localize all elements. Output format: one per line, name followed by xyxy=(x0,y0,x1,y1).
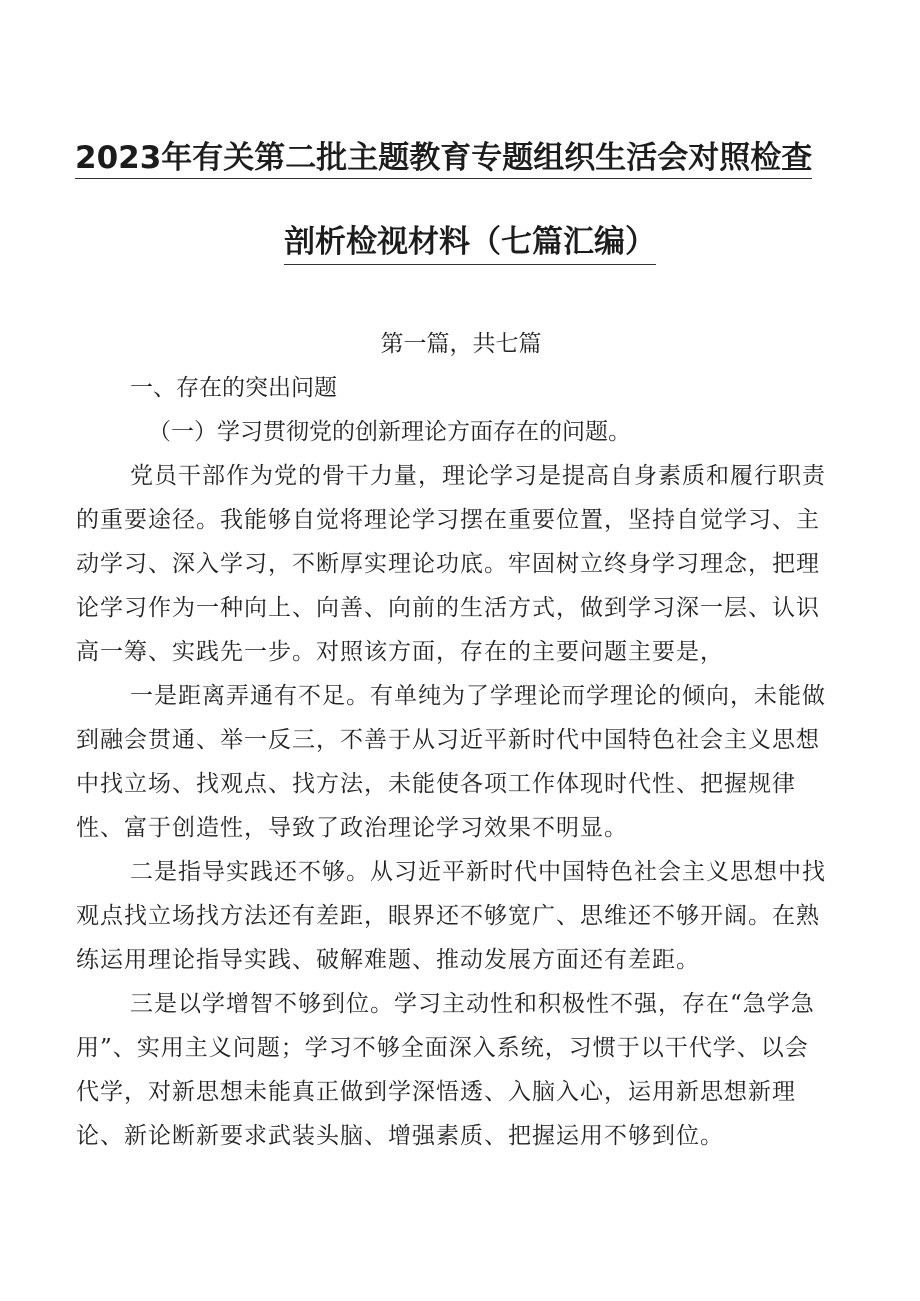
paragraph-line: 用”、实用主义问题；学习不够全面深入系统，习惯于以干代学、以会 xyxy=(76,1035,809,1061)
paragraph-line: 的重要途径。我能够自觉将理论学习摆在重要位置，坚持自觉学习、主 xyxy=(76,507,820,533)
heading-level1: 一、存在的突出问题 xyxy=(130,375,337,401)
body-paragraph xyxy=(76,454,846,674)
body-paragraph xyxy=(76,674,846,850)
document-title-line1: 2023年有关第二批主题教育专题组织生活会对照检查 xyxy=(0,138,920,178)
paragraph-line: 论、新论断新要求武装头脑、增强素质、把握运用不够到位。 xyxy=(76,1123,724,1149)
paragraph-line: 代学，对新思想未能真正做到学深悟透、入脑入心，运用新思想新理 xyxy=(76,1079,796,1105)
body-paragraph xyxy=(76,850,846,982)
body-paragraph xyxy=(76,982,846,1158)
paragraph-line: 论学习作为一种向上、向善、向前的生活方式，做到学习深一层、认识 xyxy=(76,595,820,621)
paragraph-line: 到融会贯通、举一反三，不善于从习近平新时代中国特色社会主义思想 xyxy=(76,727,820,753)
paragraph-line: 动学习、深入学习，不断厚实理论功底。牢固树立终身学习理念，把理 xyxy=(76,551,820,577)
heading-level2: （一）学习贯彻党的创新理论方面存在的问题。 xyxy=(148,419,631,445)
document-body xyxy=(76,322,846,1158)
paragraph-container xyxy=(76,454,846,1158)
paragraph-line: 二是指导实践还不够。从习近平新时代中国特色社会主义思想中找 xyxy=(130,859,826,885)
paragraph-line: 高一筹、实践先一步。对照该方面，存在的主要问题主要是， xyxy=(76,639,724,665)
paragraph-line: 中找立场、找观点、找方法，未能使各项工作体现时代性、把握规律 xyxy=(76,771,796,797)
paragraph-line: 观点找立场找方法还有差距，眼界还不够宽广、思维还不够开阔。在熟 xyxy=(76,903,820,929)
document-title-line2: 剖析检视材料（七篇汇编） xyxy=(0,222,920,265)
paragraph-line: 党员干部作为党的骨干力量，理论学习是提高自身素质和履行职责 xyxy=(130,463,826,489)
paragraph-line: 三是以学增智不够到位。学习主动性和积极性不强，存在“急学急 xyxy=(130,991,815,1017)
section-label: 第一篇，共七篇 xyxy=(380,331,542,357)
paragraph-line: 性、富于创造性，导致了政治理论学习效果不明显。 xyxy=(76,815,628,841)
paragraph-line: 练运用理论指导实践、破解难题、推动发展方面还有差距。 xyxy=(76,947,700,973)
paragraph-line: 一是距离弄通有不足。有单纯为了学理论而学理论的倾向，未能做 xyxy=(130,683,826,709)
